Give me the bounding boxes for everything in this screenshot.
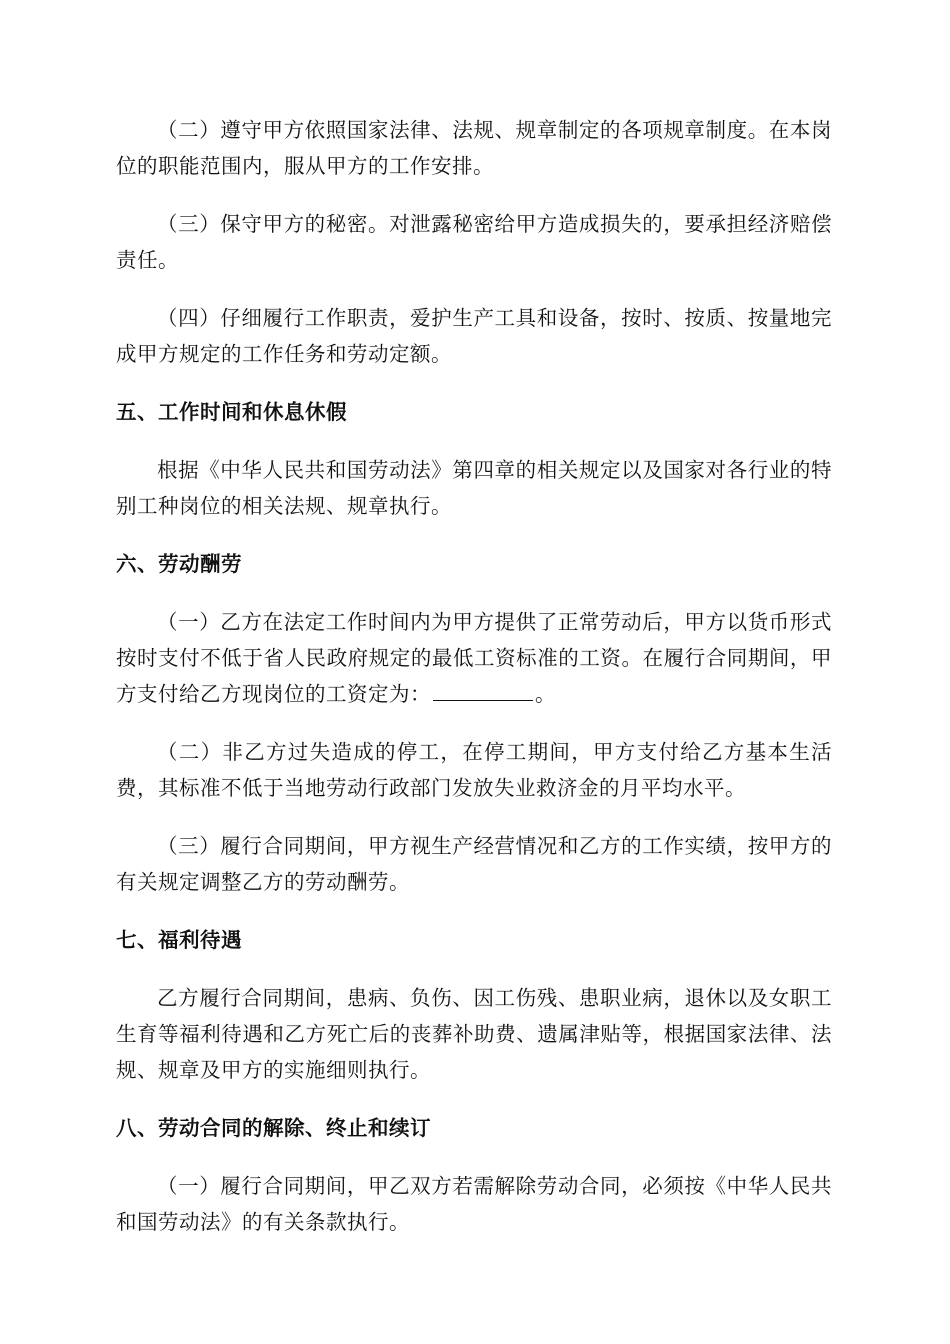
section-heading-6: 六、劳动酬劳: [116, 552, 242, 576]
paragraph-6-2: （二）非乙方过失造成的停工，在停工期间，甲方支付给乙方基本生活费，其标准不低于当地劳动行政部门发放失业救济金的月平均水平。: [116, 740, 832, 800]
paragraph-7: 乙方履行合同期间，患病、负伤、因工伤残、患职业病，退休以及女职工生育等福利待遇和乙方死亡后的丧葬补助费、遗属津贴等，根据国家法律、法规、规章及甲方的实施细则执行。: [116, 986, 832, 1082]
paragraph-4-3: （三）保守甲方的秘密。对泄露秘密给甲方造成损失的，要承担经济赔偿责任。: [116, 212, 832, 272]
section-heading-8: 八、劳动合同的解除、终止和续订: [116, 1116, 431, 1140]
paragraph-6-3: （三）履行合同期间，甲方视生产经营情况和乙方的工作实绩，按甲方的有关规定调整乙方的劳动酬劳。: [116, 834, 832, 894]
document-page: [116, 112, 832, 1240]
paragraph-4-4: （四）仔细履行工作职责，爱护生产工具和设备，按时、按质、按量地完成甲方规定的工作任务和劳动定额。: [116, 306, 832, 366]
paragraph-6-1-end: 。: [535, 682, 556, 706]
salary-blank-line: [433, 678, 533, 701]
paragraph-4-2: （二）遵守甲方依照国家法律、法规、规章制定的各项规章制度。在本岗位的职能范围内，服从甲方的工作安排。: [116, 118, 832, 178]
section-heading-7: 七、福利待遇: [116, 928, 242, 952]
paragraph-5: 根据《中华人民共和国劳动法》第四章的相关规定以及国家对各行业的特别工种岗位的相关法规、规章执行。: [116, 458, 832, 518]
section-heading-5: 五、工作时间和休息休假: [116, 400, 347, 424]
paragraph-6-1: [116, 604, 832, 712]
paragraph-6-1-text: （一）乙方在法定工作时间内为甲方提供了正常劳动后，甲方以货币形式按时支付不低于省人民政府规定的最低工资标准的工资。在履行合同期间，甲方支付给乙方现岗位的工资定为：: [116, 610, 832, 706]
paragraph-8-1: （一）履行合同期间，甲乙双方若需解除劳动合同，必须按《中华人民共和国劳动法》的有关条款执行。: [116, 1174, 832, 1234]
